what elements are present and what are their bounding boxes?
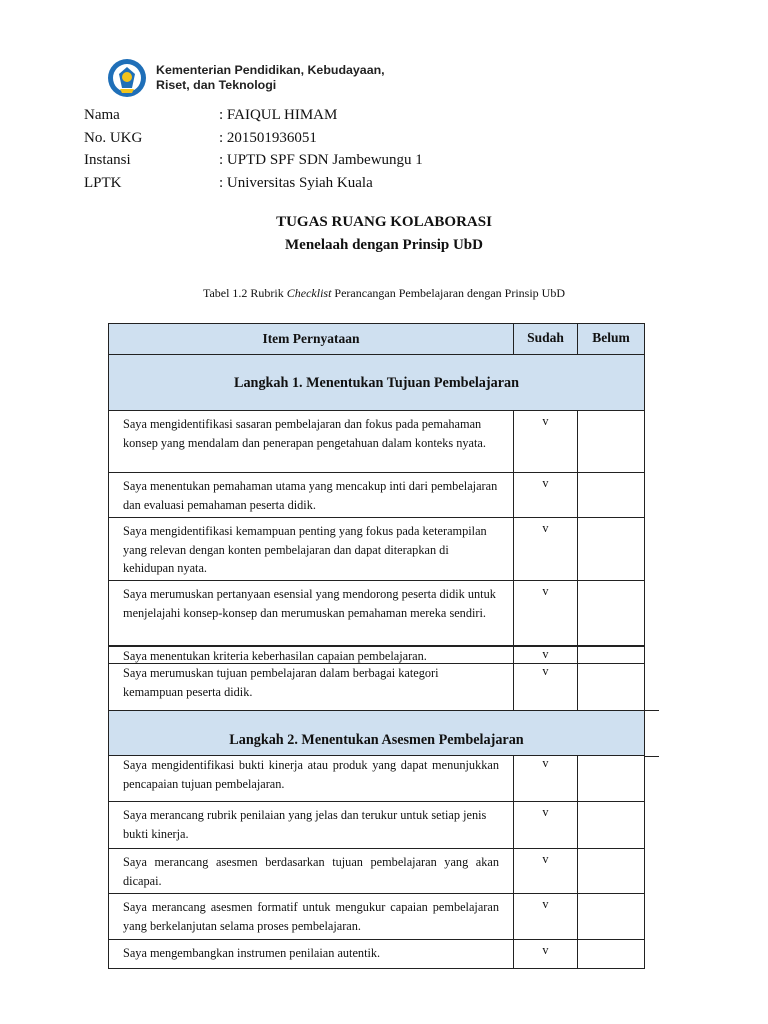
table-row bbox=[109, 664, 644, 711]
row-sudah: v bbox=[514, 802, 578, 848]
ministry-line-1: Kementerian Pendidikan, Kebudayaan, bbox=[156, 63, 385, 77]
ministry-header bbox=[107, 56, 385, 100]
row-statement: Saya merumuskan pertanyaan esensial yang mendorong peserta didik untuk menjelajahi konsep-konsep dan merumuskan pemahaman mereka sendiri. bbox=[109, 581, 514, 645]
document-title: TUGAS RUANG KOLABORASI bbox=[276, 214, 492, 230]
info-value: : 201501936051 bbox=[219, 129, 317, 146]
section-title: Langkah 1. Menentukan Tujuan Pembelajaran bbox=[234, 375, 519, 391]
ministry-name bbox=[156, 63, 385, 93]
row-belum bbox=[578, 940, 644, 969]
row-statement: Saya menentukan kriteria keberhasilan capaian pembelajaran. bbox=[109, 647, 514, 663]
row-sudah: v bbox=[514, 647, 578, 663]
table-rule-overhang bbox=[645, 756, 659, 757]
row-belum bbox=[578, 581, 644, 645]
info-value: : FAIQUL HIMAM bbox=[219, 107, 338, 123]
table-row bbox=[109, 647, 644, 664]
row-belum bbox=[578, 473, 644, 517]
row-sudah: v bbox=[514, 664, 578, 710]
info-row-nama bbox=[84, 104, 423, 127]
info-row-instansi bbox=[84, 149, 423, 172]
table-row bbox=[109, 473, 644, 518]
info-label: No. UKG bbox=[84, 129, 143, 146]
table-caption bbox=[0, 286, 768, 301]
row-belum bbox=[578, 647, 644, 663]
info-value: : UPTD SPF SDN Jambewungu 1 bbox=[219, 152, 423, 168]
row-statement: Saya mengidentifikasi bukti kinerja atau produk yang dapat menunjukkan pencapaian tujuan pembelajaran. bbox=[109, 756, 514, 801]
row-belum bbox=[578, 894, 644, 939]
info-value: : Universitas Syiah Kuala bbox=[219, 174, 373, 191]
header-belum: Belum bbox=[592, 330, 630, 345]
table-row bbox=[109, 894, 644, 940]
row-sudah: v bbox=[514, 756, 578, 801]
header-item: Item Pernyataan bbox=[109, 324, 514, 354]
row-statement: Saya menentukan pemahaman utama yang mencakup inti dari pembelajaran dan evaluasi pemahaman peserta didik. bbox=[109, 473, 514, 517]
tut-wuri-handayani-logo-icon bbox=[107, 58, 147, 98]
info-row-lptk bbox=[84, 172, 423, 195]
table-row bbox=[109, 940, 644, 969]
section-row bbox=[109, 355, 644, 411]
row-belum bbox=[578, 802, 644, 848]
row-belum bbox=[578, 849, 644, 893]
row-belum bbox=[578, 411, 644, 472]
row-sudah: v bbox=[514, 473, 578, 517]
caption-suffix: Perancangan Pembelajaran dengan Prinsip UbD bbox=[331, 286, 566, 300]
header-sudah: Sudah bbox=[514, 324, 578, 354]
row-statement: Saya merancang rubrik penilaian yang jelas dan terukur untuk setiap jenis bukti kinerja. bbox=[109, 802, 514, 848]
table-row bbox=[109, 849, 644, 894]
table-row bbox=[109, 411, 644, 473]
row-statement: Saya merancang asesmen formatif untuk mengukur capaian pembelajaran yang berkelanjutan selama proses pembelajaran. bbox=[109, 894, 514, 939]
rubric-table bbox=[108, 323, 645, 969]
row-sudah: v bbox=[514, 518, 578, 580]
caption-prefix: Tabel 1.2 Rubrik bbox=[202, 286, 287, 300]
row-sudah: v bbox=[514, 940, 578, 969]
row-belum bbox=[578, 518, 644, 580]
caption-italic: Checklist bbox=[286, 286, 332, 300]
row-statement: Saya merumuskan tujuan pembelajaran dalam berbagai kategori kemampuan peserta didik. bbox=[109, 664, 514, 710]
row-sudah: v bbox=[514, 581, 578, 645]
row-statement: Saya mengembangkan instrumen penilaian autentik. bbox=[109, 940, 514, 969]
row-sudah: v bbox=[514, 894, 578, 939]
info-label: LPTK bbox=[84, 174, 122, 191]
row-belum bbox=[578, 664, 644, 710]
info-row-no-ukg bbox=[84, 127, 423, 150]
section-row bbox=[109, 711, 644, 756]
row-statement: Saya mengidentifikasi sasaran pembelajaran dan fokus pada pemahaman konsep yang mendalam dan penerapan pengetahuan dalam konteks nyata. bbox=[109, 411, 514, 472]
row-statement: Saya merancang asesmen berdasarkan tujuan pembelajaran yang akan dicapai. bbox=[109, 849, 514, 893]
table-header-row bbox=[109, 324, 644, 355]
info-label: Nama bbox=[84, 107, 120, 123]
table-rule-overhang bbox=[645, 710, 659, 711]
identity-info bbox=[84, 104, 423, 194]
row-belum bbox=[578, 756, 644, 801]
table-row bbox=[109, 518, 644, 581]
document-subtitle: Menelaah dengan Prinsip UbD bbox=[285, 237, 483, 253]
table-row bbox=[109, 581, 644, 647]
ministry-line-2: Riset, dan Teknologi bbox=[156, 78, 277, 92]
info-label: Instansi bbox=[84, 152, 131, 168]
row-statement: Saya mengidentifikasi kemampuan penting yang fokus pada keterampilan yang relevan dengan konten pembelajaran dan dapat diterapkan di kehidupan nyata. bbox=[109, 518, 514, 580]
section-title: Langkah 2. Menentukan Asesmen Pembelajaran bbox=[229, 732, 524, 748]
table-row bbox=[109, 756, 644, 802]
table-row bbox=[109, 802, 644, 849]
row-sudah: v bbox=[514, 849, 578, 893]
row-sudah: v bbox=[514, 411, 578, 472]
